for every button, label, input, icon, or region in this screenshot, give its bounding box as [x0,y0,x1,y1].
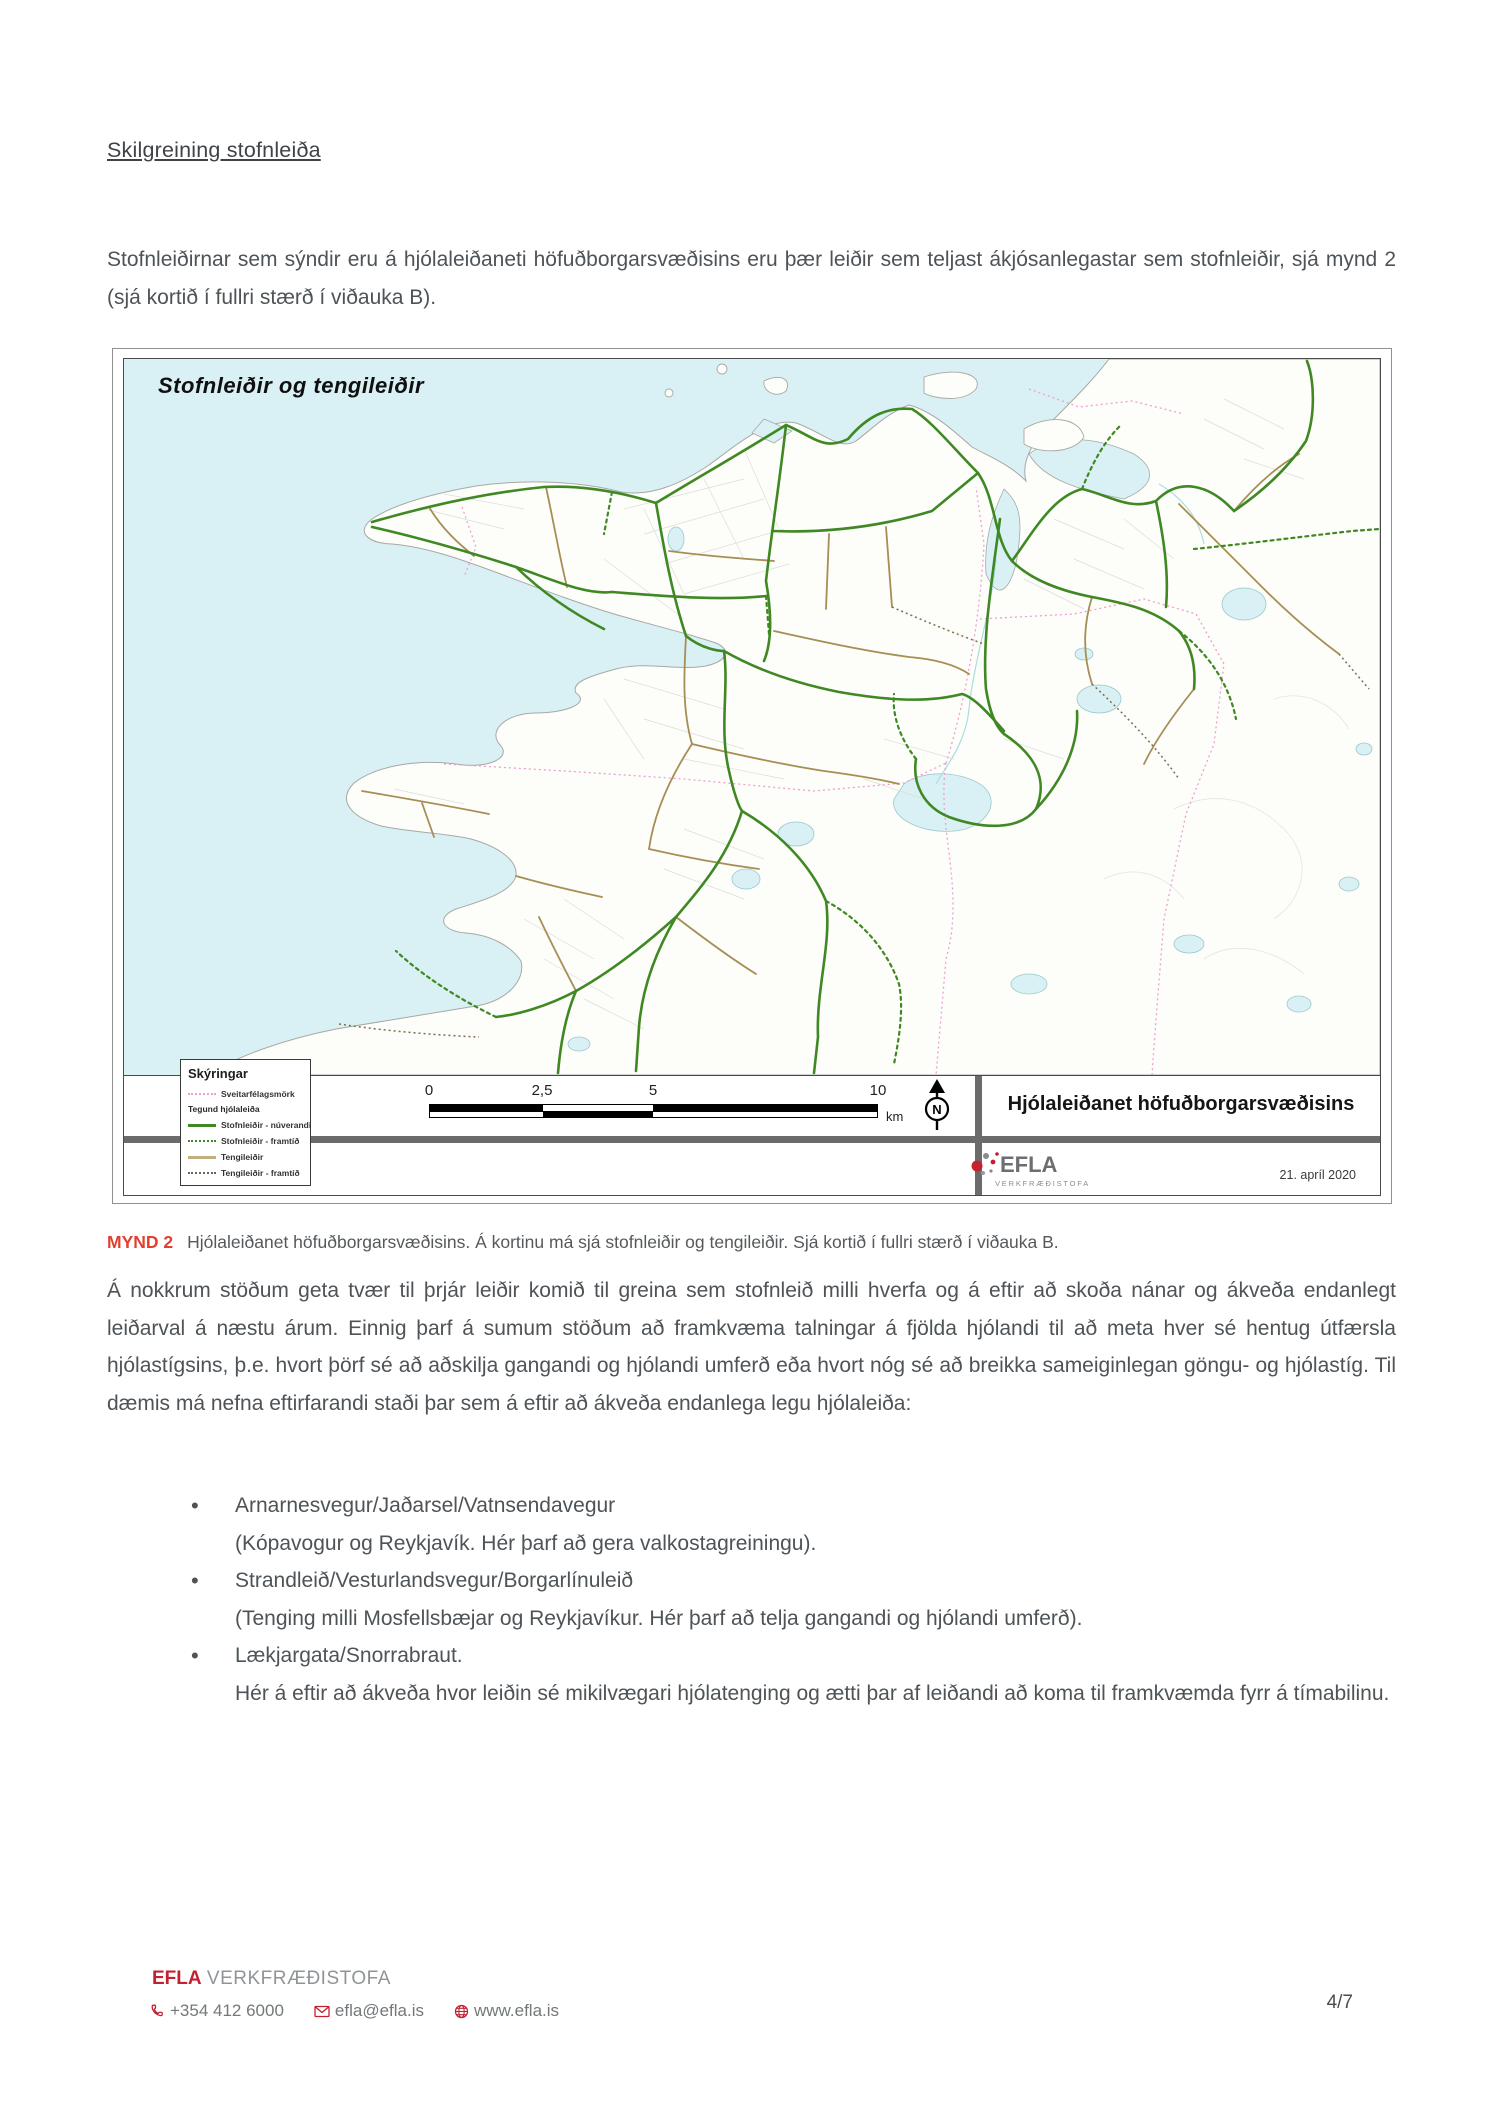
scale-bar [429,1104,878,1118]
legend-group-heading: Tegund hjólaleiða [188,1104,260,1114]
legend-item-current: Stofnleiðir - núverandi [188,1117,304,1133]
route-name: • Strandleið/Vesturlandsvegur/Borgarlínuleið [235,1569,634,1593]
figure-number: MYND 2 [107,1232,174,1252]
footer-phone: +354 412 6000 [150,2001,284,2021]
band-horizontal-divider [124,1136,1380,1143]
north-arrow-icon [917,1078,957,1134]
tjornin-pond [668,527,684,551]
efla-logo-subtitle: VERKFRÆÐISTOFA [995,1179,1091,1188]
phone-icon [150,2004,165,2019]
legend-item-future: Stofnleiðir - framtíð [188,1133,304,1149]
scale-tick-2: 5 [648,1082,658,1099]
hafravatn-lake [1222,588,1266,620]
map-legend [180,1059,311,1186]
footer-brand: EFLA [152,1968,202,1989]
section-heading: Skilgreining stofnleiða [107,138,321,162]
efla-map-logo [969,1148,1090,1188]
body-paragraph: Á nokkrum stöðum geta tvær til þrjár leiðir komið til greina sem stofnleið milli hverfa og á eftir að skoða nánar og ákveða endanlegt leiðarval á næstu árum. Einnig þarf á sumum stöðum að framkvæma talningar á fjölda hjólandi til að meta hver sé hentug útfærsla hjólastígsins, þ.e. hvort þörf sé að aðskilja gangandi og hjólandi umferð eða hvort nóg sé að breikka sameiginlegan göngu- og hjólastíg. Til dæmis má nefna eftirfarandi staði þar sem á eftir að ákveða endanlega legu hjólaleiða: [107,1279,1396,1415]
footer-brand-suffix: VERKFRÆÐISTOFA [206,1968,391,1989]
envelope-icon [314,2005,330,2018]
legend-title: Skýringar [188,1066,248,1081]
route-list [107,1487,1396,1713]
footer-website: www.efla.is [454,2001,559,2021]
intro-paragraph: Stofnleiðirnar sem sýndir eru á hjólaleiðaneti höfuðborgarsvæðisins eru þær leiðir sem teljast ákjósanlegastar sem stofnleiðir, sjá mynd 2 (sjá kortið í fullri stærð í viðauka B). [107,248,1396,309]
footer-email: efla@efla.is [314,2001,424,2021]
green-solid-line-swatch [188,1124,216,1127]
videy-island [924,372,977,398]
route-detail: (Kópavogur og Reykjavík. Hér þarf að gera valkostagreiningu). [235,1531,817,1555]
legend-item-connector: Tengileiðir [188,1149,304,1165]
footer-contact-line [150,2001,559,2021]
map-banner-title: Hjólaleiðanet höfuðborgarsvæðisins [1007,1093,1355,1115]
scale-tick-1: 2,5 [531,1082,553,1099]
route-name: • Arnarnesvegur/Jaðarsel/Vatnsendavegur [235,1494,616,1517]
map-date: 21. apríl 2020 [1279,1168,1356,1182]
route-detail: Hér á eftir að ákveða hvor leiðin sé mikilvægari hjólatenging og ætti þar af leiðandi að koma til framkvæmda fyrr á tímabilinu. [235,1681,1390,1705]
pink-dotted-line-swatch [188,1093,216,1095]
geldinganes [1024,420,1084,451]
page-number: 4/7 [1326,1992,1353,2013]
scale-tick-0: 0 [424,1082,434,1099]
route-detail: (Tenging milli Mosfellsbæjar og Reykjavíkur. Hér þarf að telja gangandi og hjólandi umferð). [235,1606,1083,1630]
tan-solid-line-swatch [188,1156,216,1159]
legend-item-connector-future: Tengileiðir - framtíð [188,1165,304,1181]
globe-icon [454,2004,469,2019]
legend-item-boundary: Sveitarfélagsmörk [188,1086,304,1102]
figure-caption [107,1232,1396,1253]
map-figure [112,348,1392,1204]
dark-dotted-line-swatch [188,1172,216,1174]
map-inner-frame [123,358,1381,1196]
capital-area-map [124,359,1380,1075]
map-title: Stofnleiðir og tengileiðir [158,373,424,398]
green-dotted-line-swatch [188,1140,216,1142]
list-item [107,1562,1396,1637]
list-item [107,1637,1396,1712]
figure-caption-text: Hjólaleiðanet höfuðborgarsvæðisins. Á kortinu má sjá stofnleiðir og tengileiðir. Sjá kortið í fullri stærð í viðauka B. [187,1232,1059,1252]
footer-brand-line [152,1968,391,1990]
map-canvas [124,359,1380,1076]
svg-text:N: N [932,1102,942,1117]
raudavatn-lake [1077,685,1121,713]
list-item [107,1487,1396,1562]
scale-unit: km [886,1109,904,1124]
svg-text:EFLA: EFLA [1000,1152,1058,1176]
scale-tick-3: 10 [869,1082,887,1099]
route-name: • Lækjargata/Snorrabraut. [235,1644,463,1668]
map-footer-band [124,1076,1380,1195]
